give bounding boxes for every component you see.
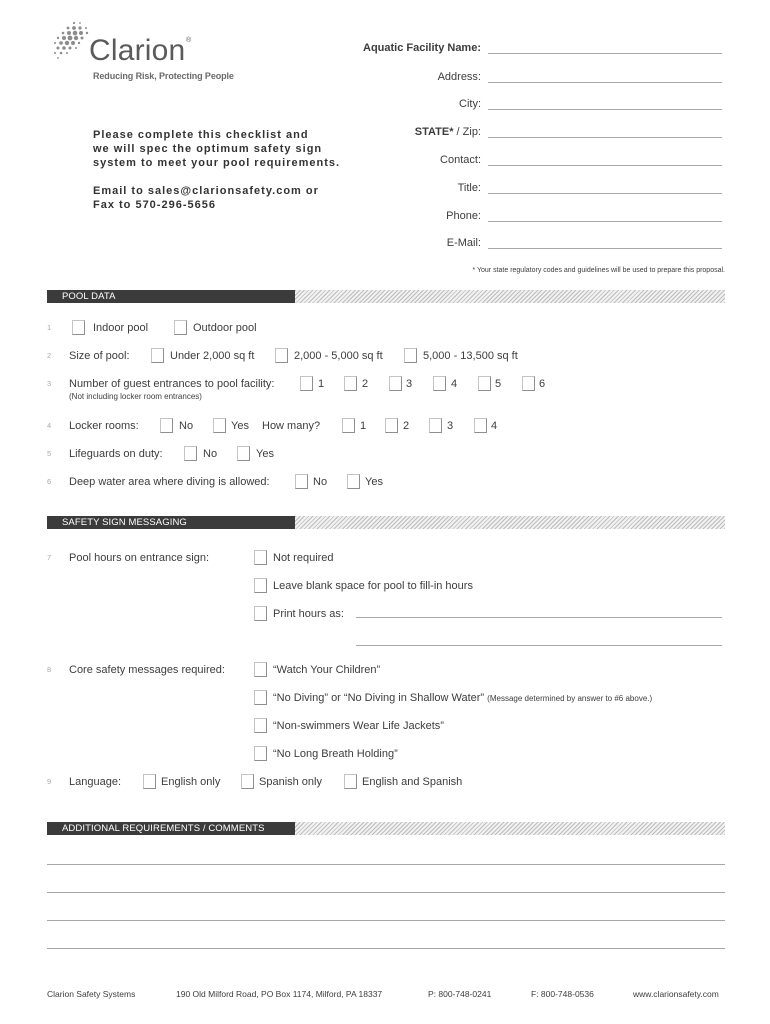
option-label: 2,000 - 5,000 sq ft	[294, 350, 383, 362]
checkbox-locker-rooms-yes[interactable]	[213, 418, 226, 433]
state-label: STATE*	[414, 126, 454, 138]
item-number: 8	[47, 665, 52, 674]
option-label: 3	[406, 378, 413, 390]
checkbox-lang-english[interactable]	[143, 774, 156, 789]
option-label: Yes	[231, 420, 249, 432]
section-header-additional-requirements	[47, 822, 295, 835]
section-header-hatch	[295, 290, 725, 303]
checkbox-entrances-1[interactable]	[300, 376, 313, 391]
state-zip-input[interactable]	[488, 124, 722, 138]
footer-website-link[interactable]: www.clarionsafety.com	[633, 989, 719, 999]
email-instruction: Email to sales@clarionsafety.com or	[93, 185, 319, 197]
footer-fax: F: 800-748-0536	[531, 989, 594, 999]
option-label: Under 2,000 sq ft	[170, 350, 255, 362]
dotted-grid-logo-icon	[50, 20, 92, 62]
checkbox-msg-breath-holding[interactable]	[254, 746, 267, 761]
item-number: 6	[47, 477, 52, 486]
checkbox-locker-rooms-no[interactable]	[160, 418, 173, 433]
checkbox-entrances-4[interactable]	[433, 376, 446, 391]
checkbox-entrances-5[interactable]	[478, 376, 491, 391]
option-label: 4	[451, 378, 458, 390]
option-label: “No Long Breath Holding”	[273, 748, 398, 760]
section-title: POOL DATA	[62, 291, 116, 302]
option-label: 6	[539, 378, 546, 390]
question-label: Number of guest entrances to pool facility:	[69, 378, 275, 390]
option-label: Leave blank space for pool to fill-in hours	[273, 580, 473, 592]
question-label: Core safety messages required:	[69, 664, 225, 676]
question-label: Locker rooms:	[69, 420, 139, 432]
checkbox-diving-no[interactable]	[295, 474, 308, 489]
question-note: (Not including locker room entrances)	[69, 392, 202, 401]
option-label: Indoor pool	[93, 322, 149, 334]
checkbox-size-2000-5000[interactable]	[275, 348, 288, 363]
instruction-line: Please complete this checklist and	[93, 129, 309, 141]
checkbox-size-5000-13500[interactable]	[404, 348, 417, 363]
address-input[interactable]	[488, 69, 722, 83]
checkbox-msg-no-diving[interactable]	[254, 690, 267, 705]
item-number: 4	[47, 421, 52, 430]
option-label: 1	[360, 420, 367, 432]
section-header-safety-sign-messaging	[47, 516, 295, 529]
comment-line[interactable]	[47, 920, 725, 921]
checkbox-lang-spanish[interactable]	[241, 774, 254, 789]
phone-label: Phone:	[446, 210, 481, 222]
comment-line[interactable]	[47, 948, 725, 949]
brand-tagline: Reducing Risk, Protecting People	[93, 71, 234, 81]
contact-label: Contact:	[440, 154, 481, 166]
checkbox-locker-count-4[interactable]	[474, 418, 487, 433]
footer-phone: P: 800-748-0241	[428, 989, 492, 999]
question-label: Lifeguards on duty:	[69, 448, 163, 460]
city-input[interactable]	[488, 96, 722, 110]
title-label: Title:	[457, 182, 481, 194]
item-number: 9	[47, 777, 52, 786]
option-label: Outdoor pool	[193, 322, 257, 334]
facility-name-label: Aquatic Facility Name:	[363, 42, 481, 54]
checkbox-lifeguards-yes[interactable]	[237, 446, 250, 461]
option-label: “Watch Your Children”	[273, 664, 381, 676]
option-label: 1	[318, 378, 325, 390]
checkbox-locker-count-3[interactable]	[429, 418, 442, 433]
option-label: 5,000 - 13,500 sq ft	[423, 350, 518, 362]
checkbox-diving-yes[interactable]	[347, 474, 360, 489]
option-label: Not required	[273, 552, 334, 564]
print-hours-line[interactable]	[356, 645, 722, 646]
question-label: Deep water area where diving is allowed:	[69, 476, 270, 488]
section-title: ADDITIONAL REQUIREMENTS / COMMENTS	[62, 823, 265, 834]
phone-input[interactable]	[488, 208, 722, 222]
option-label: 2	[362, 378, 369, 390]
option-label: Yes	[365, 476, 383, 488]
item-number: 2	[47, 351, 52, 360]
section-header-hatch	[295, 822, 725, 835]
print-hours-input[interactable]	[356, 604, 722, 618]
option-note: (Message determined by answer to #6 above.)	[487, 694, 653, 703]
section-header-hatch	[295, 516, 725, 529]
brand-name: Clarion	[89, 34, 186, 67]
checkbox-msg-life-jackets[interactable]	[254, 718, 267, 733]
option-label: No	[203, 448, 218, 460]
comment-line[interactable]	[47, 892, 725, 893]
title-input[interactable]	[488, 180, 722, 194]
contact-input[interactable]	[488, 152, 722, 166]
option-label: No	[179, 420, 194, 432]
footer-address: 190 Old Milford Road, PO Box 1174, Milford, PA 18337	[176, 989, 383, 999]
checkbox-hours-blank-space[interactable]	[254, 578, 267, 593]
email-label: E-Mail:	[446, 237, 481, 249]
option-label: 3	[447, 420, 454, 432]
facility-name-input[interactable]	[488, 40, 722, 54]
option-label: Print hours as:	[273, 608, 344, 620]
address-label: Address:	[437, 71, 481, 83]
item-number: 5	[47, 449, 52, 458]
option-label: 4	[491, 420, 498, 432]
city-label: City:	[459, 98, 481, 110]
checkbox-lifeguards-no[interactable]	[184, 446, 197, 461]
option-label: 5	[495, 378, 502, 390]
option-label: Spanish only	[259, 776, 322, 788]
checkbox-size-under-2000[interactable]	[151, 348, 164, 363]
checkbox-entrances-2[interactable]	[344, 376, 357, 391]
item-number: 7	[47, 553, 52, 562]
instruction-line: system to meet your pool requirements.	[93, 157, 341, 169]
checkbox-hours-not-required[interactable]	[254, 550, 267, 565]
option-label: English only	[161, 776, 221, 788]
checkbox-hours-print[interactable]	[254, 606, 267, 621]
comment-line[interactable]	[47, 864, 725, 865]
item-number: 1	[47, 323, 52, 332]
instruction-line: we will spec the optimum safety sign	[93, 143, 323, 155]
checkbox-locker-count-1[interactable]	[342, 418, 355, 433]
footer-company: Clarion Safety Systems	[47, 989, 136, 999]
item-number: 3	[47, 379, 52, 388]
option-label: “Non-swimmers Wear Life Jackets”	[273, 720, 444, 732]
sub-question-label: How many?	[262, 420, 321, 432]
question-label: Language:	[69, 776, 121, 788]
section-title: SAFETY SIGN MESSAGING	[62, 517, 187, 528]
question-label: Size of pool:	[69, 350, 130, 362]
checkbox-entrances-3[interactable]	[389, 376, 402, 391]
option-label: English and Spanish	[362, 776, 463, 788]
checkbox-locker-count-2[interactable]	[385, 418, 398, 433]
checkbox-outdoor-pool[interactable]	[174, 320, 187, 335]
checkbox-msg-watch-children[interactable]	[254, 662, 267, 677]
state-zip-label	[300, 125, 481, 139]
checkbox-lang-both[interactable]	[344, 774, 357, 789]
checkbox-entrances-6[interactable]	[522, 376, 535, 391]
fax-instruction: Fax to 570-296-5656	[93, 199, 216, 211]
option-label: 2	[403, 420, 410, 432]
option-label: “No Diving” or “No Diving in Shallow Water”	[273, 692, 485, 704]
zip-label: / Zip:	[453, 126, 481, 138]
registered-mark: ®	[186, 37, 192, 44]
option-label: Yes	[256, 448, 274, 460]
email-input[interactable]	[488, 235, 722, 249]
checkbox-indoor-pool[interactable]	[72, 320, 85, 335]
state-code-footnote: * Your state regulatory codes and guidelines will be used to prepare this proposal.	[472, 267, 725, 274]
option-label-with-note	[273, 691, 652, 706]
section-header-pool-data	[47, 290, 295, 303]
question-label: Pool hours on entrance sign:	[69, 552, 210, 564]
option-label: No	[313, 476, 328, 488]
